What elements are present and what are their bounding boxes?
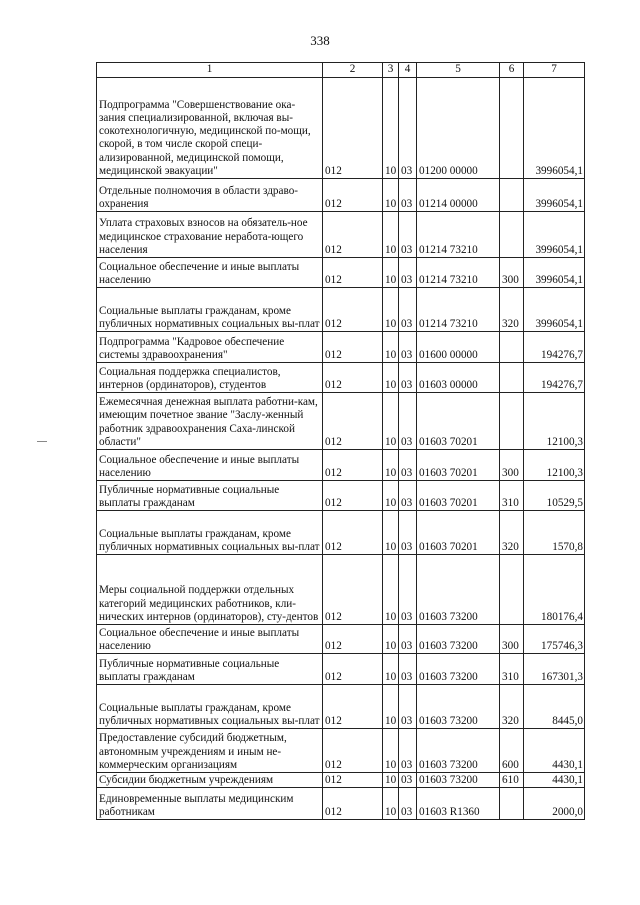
table-row bbox=[97, 511, 585, 555]
row-target-article-cell: 01603 73200 bbox=[417, 685, 500, 729]
row-target-article-cell: 01603 73200 bbox=[417, 729, 500, 773]
row-name-cell: Единовременные выплаты медицинским работникам bbox=[97, 788, 323, 820]
table-row bbox=[97, 625, 585, 654]
row-code-cell: 012 bbox=[323, 212, 383, 258]
row-name-cell: Социальное обеспечение и иные выплаты населению bbox=[97, 258, 323, 288]
budget-table bbox=[96, 62, 585, 820]
row-amount-cell: 167301,3 bbox=[524, 654, 585, 685]
row-amount-cell: 3996054,1 bbox=[524, 258, 585, 288]
table-row bbox=[97, 555, 585, 625]
column-header: 7 bbox=[524, 63, 585, 78]
row-expense-type-cell: 320 bbox=[500, 685, 524, 729]
row-amount-cell: 180176,4 bbox=[524, 555, 585, 625]
row-name-cell: Подпрограмма "Совершенствование ока-зания специализированной, включая вы-сокотехнологичную, медицинской по-мощи, скорой, в том числе скорой специ-ализированной, медицинской помощи, медицинской эвакуации" bbox=[97, 78, 323, 179]
row-section-cell: 10 bbox=[383, 555, 399, 625]
row-amount-cell: 194276,7 bbox=[524, 363, 585, 393]
row-code-cell: 012 bbox=[323, 729, 383, 773]
row-expense-type-cell bbox=[500, 212, 524, 258]
row-name-cell: Социальная поддержка специалистов, интернов (ординаторов), студентов bbox=[97, 363, 323, 393]
column-header: 2 bbox=[323, 63, 383, 78]
row-section-cell: 10 bbox=[383, 685, 399, 729]
row-code-cell: 012 bbox=[323, 78, 383, 179]
table-row bbox=[97, 363, 585, 393]
row-subsection-cell: 03 bbox=[399, 212, 417, 258]
table-row bbox=[97, 288, 585, 332]
row-amount-cell: 12100,3 bbox=[524, 450, 585, 481]
row-subsection-cell: 03 bbox=[399, 685, 417, 729]
row-subsection-cell: 03 bbox=[399, 258, 417, 288]
row-amount-cell: 10529,5 bbox=[524, 481, 585, 511]
row-target-article-cell: 01214 73210 bbox=[417, 258, 500, 288]
row-code-cell: 012 bbox=[323, 258, 383, 288]
table-row bbox=[97, 729, 585, 773]
table-row bbox=[97, 393, 585, 450]
row-code-cell: 012 bbox=[323, 555, 383, 625]
row-amount-cell: 8445,0 bbox=[524, 685, 585, 729]
row-amount-cell: 3996054,1 bbox=[524, 288, 585, 332]
row-section-cell: 10 bbox=[383, 450, 399, 481]
column-header: 6 bbox=[500, 63, 524, 78]
row-subsection-cell: 03 bbox=[399, 179, 417, 212]
row-code-cell: 012 bbox=[323, 511, 383, 555]
row-section-cell: 10 bbox=[383, 212, 399, 258]
row-subsection-cell: 03 bbox=[399, 363, 417, 393]
row-expense-type-cell: 300 bbox=[500, 258, 524, 288]
row-amount-cell: 4430,1 bbox=[524, 729, 585, 773]
row-section-cell: 10 bbox=[383, 773, 399, 788]
row-code-cell: 012 bbox=[323, 654, 383, 685]
row-name-cell: Социальные выплаты гражданам, кроме публичных нормативных социальных вы-плат bbox=[97, 685, 323, 729]
row-name-cell: Субсидии бюджетным учреждениям bbox=[97, 773, 323, 788]
table-row bbox=[97, 788, 585, 820]
row-name-cell: Ежемесячная денежная выплата работни-кам, имеющим почетное звание "Заслу-женный работник здравоохранения Саха-линской области" bbox=[97, 393, 323, 450]
row-target-article-cell: 01603 70201 bbox=[417, 393, 500, 450]
row-section-cell: 10 bbox=[383, 654, 399, 685]
row-section-cell: 10 bbox=[383, 288, 399, 332]
row-target-article-cell: 01603 73200 bbox=[417, 625, 500, 654]
row-expense-type-cell bbox=[500, 393, 524, 450]
row-section-cell: 10 bbox=[383, 332, 399, 363]
row-target-article-cell: 01603 73200 bbox=[417, 555, 500, 625]
row-code-cell: 012 bbox=[323, 788, 383, 820]
row-name-cell: Публичные нормативные социальные выплаты гражданам bbox=[97, 481, 323, 511]
table-row bbox=[97, 258, 585, 288]
row-expense-type-cell bbox=[500, 78, 524, 179]
row-code-cell: 012 bbox=[323, 685, 383, 729]
table-row bbox=[97, 78, 585, 179]
row-name-cell: Социальное обеспечение и иные выплаты населению bbox=[97, 450, 323, 481]
row-expense-type-cell: 300 bbox=[500, 450, 524, 481]
row-name-cell: Публичные нормативные социальные выплаты гражданам bbox=[97, 654, 323, 685]
row-code-cell: 012 bbox=[323, 332, 383, 363]
row-target-article-cell: 01214 73210 bbox=[417, 288, 500, 332]
column-header: 1 bbox=[97, 63, 323, 78]
row-target-article-cell: 01200 00000 bbox=[417, 78, 500, 179]
row-amount-cell: 2000,0 bbox=[524, 788, 585, 820]
row-subsection-cell: 03 bbox=[399, 555, 417, 625]
row-subsection-cell: 03 bbox=[399, 654, 417, 685]
row-target-article-cell: 01603 R1360 bbox=[417, 788, 500, 820]
row-amount-cell: 12100,3 bbox=[524, 393, 585, 450]
row-amount-cell: 175746,3 bbox=[524, 625, 585, 654]
row-target-article-cell: 01214 73210 bbox=[417, 212, 500, 258]
row-expense-type-cell: 320 bbox=[500, 511, 524, 555]
row-amount-cell: 3996054,1 bbox=[524, 212, 585, 258]
row-section-cell: 10 bbox=[383, 729, 399, 773]
row-subsection-cell: 03 bbox=[399, 393, 417, 450]
row-subsection-cell: 03 bbox=[399, 288, 417, 332]
row-expense-type-cell: 310 bbox=[500, 481, 524, 511]
row-code-cell: 012 bbox=[323, 179, 383, 212]
row-section-cell: 10 bbox=[383, 258, 399, 288]
table-row bbox=[97, 450, 585, 481]
row-amount-cell: 194276,7 bbox=[524, 332, 585, 363]
row-subsection-cell: 03 bbox=[399, 511, 417, 555]
row-subsection-cell: 03 bbox=[399, 78, 417, 179]
table-row bbox=[97, 212, 585, 258]
row-section-cell: 10 bbox=[383, 788, 399, 820]
row-code-cell: 012 bbox=[323, 450, 383, 481]
table-row bbox=[97, 332, 585, 363]
column-header: 5 bbox=[417, 63, 500, 78]
margin-mark bbox=[37, 441, 47, 442]
table-row bbox=[97, 179, 585, 212]
row-name-cell: Предоставление субсидий бюджетным, автономным учреждениям и иным не-коммерческим организациям bbox=[97, 729, 323, 773]
table-row bbox=[97, 481, 585, 511]
row-amount-cell: 3996054,1 bbox=[524, 179, 585, 212]
row-section-cell: 10 bbox=[383, 511, 399, 555]
row-subsection-cell: 03 bbox=[399, 481, 417, 511]
row-code-cell: 012 bbox=[323, 393, 383, 450]
row-target-article-cell: 01214 00000 bbox=[417, 179, 500, 212]
row-subsection-cell: 03 bbox=[399, 729, 417, 773]
row-name-cell: Отдельные полномочия в области здраво-охранения bbox=[97, 179, 323, 212]
row-code-cell: 012 bbox=[323, 363, 383, 393]
row-section-cell: 10 bbox=[383, 625, 399, 654]
row-expense-type-cell: 320 bbox=[500, 288, 524, 332]
row-target-article-cell: 01600 00000 bbox=[417, 332, 500, 363]
row-expense-type-cell bbox=[500, 788, 524, 820]
row-target-article-cell: 01603 00000 bbox=[417, 363, 500, 393]
row-section-cell: 10 bbox=[383, 78, 399, 179]
row-expense-type-cell bbox=[500, 363, 524, 393]
row-name-cell: Социальные выплаты гражданам, кроме публичных нормативных социальных вы-плат bbox=[97, 511, 323, 555]
row-subsection-cell: 03 bbox=[399, 450, 417, 481]
row-section-cell: 10 bbox=[383, 179, 399, 212]
row-target-article-cell: 01603 70201 bbox=[417, 511, 500, 555]
column-header: 4 bbox=[399, 63, 417, 78]
table-row bbox=[97, 654, 585, 685]
row-expense-type-cell: 600 bbox=[500, 729, 524, 773]
row-section-cell: 10 bbox=[383, 393, 399, 450]
row-amount-cell: 3996054,1 bbox=[524, 78, 585, 179]
table-header-row bbox=[97, 63, 585, 78]
row-amount-cell: 1570,8 bbox=[524, 511, 585, 555]
row-subsection-cell: 03 bbox=[399, 773, 417, 788]
row-expense-type-cell: 610 bbox=[500, 773, 524, 788]
column-header: 3 bbox=[383, 63, 399, 78]
row-subsection-cell: 03 bbox=[399, 332, 417, 363]
row-code-cell: 012 bbox=[323, 288, 383, 332]
row-target-article-cell: 01603 73200 bbox=[417, 654, 500, 685]
row-expense-type-cell bbox=[500, 555, 524, 625]
row-name-cell: Социальное обеспечение и иные выплаты населению bbox=[97, 625, 323, 654]
row-subsection-cell: 03 bbox=[399, 788, 417, 820]
row-name-cell: Социальные выплаты гражданам, кроме публичных нормативных социальных вы-плат bbox=[97, 288, 323, 332]
row-amount-cell: 4430,1 bbox=[524, 773, 585, 788]
row-name-cell: Меры социальной поддержки отдельных категорий медицинских работников, кли-нических интернов (ординаторов), сту-дентов bbox=[97, 555, 323, 625]
row-expense-type-cell bbox=[500, 332, 524, 363]
row-code-cell: 012 bbox=[323, 481, 383, 511]
row-target-article-cell: 01603 70201 bbox=[417, 481, 500, 511]
table-row bbox=[97, 685, 585, 729]
row-expense-type-cell: 310 bbox=[500, 654, 524, 685]
row-name-cell: Уплата страховых взносов на обязатель-ное медицинское страхование неработа-ющего населения bbox=[97, 212, 323, 258]
row-expense-type-cell bbox=[500, 179, 524, 212]
row-target-article-cell: 01603 70201 bbox=[417, 450, 500, 481]
row-target-article-cell: 01603 73200 bbox=[417, 773, 500, 788]
row-subsection-cell: 03 bbox=[399, 625, 417, 654]
row-expense-type-cell: 300 bbox=[500, 625, 524, 654]
table-row bbox=[97, 773, 585, 788]
row-section-cell: 10 bbox=[383, 363, 399, 393]
row-code-cell: 012 bbox=[323, 625, 383, 654]
row-section-cell: 10 bbox=[383, 481, 399, 511]
page-number: 338 bbox=[310, 33, 330, 48]
row-code-cell: 012 bbox=[323, 773, 383, 788]
row-name-cell: Подпрограмма "Кадровое обеспечение системы здравоохранения" bbox=[97, 332, 323, 363]
